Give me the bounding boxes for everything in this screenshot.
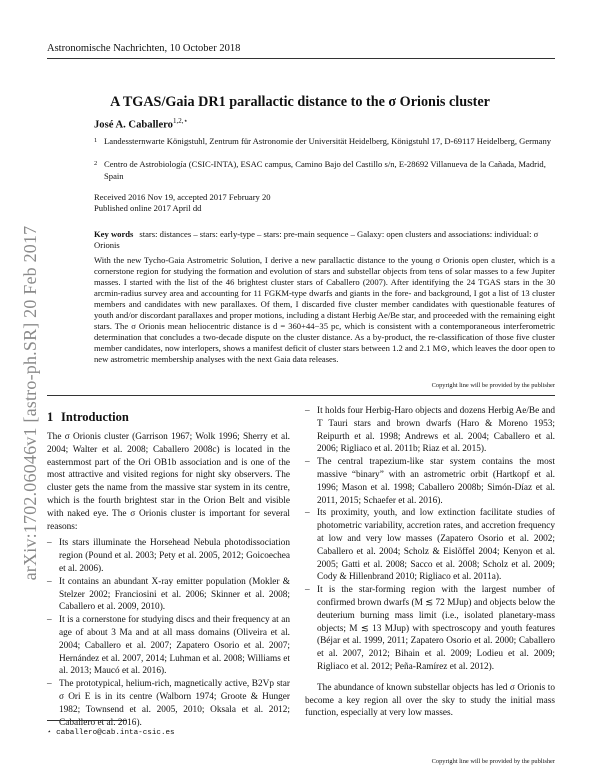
- list-item: – It contains an abundant X-ray emitter population (Mokler & Stelzer 2002; Franciosini et al. 2006; Skinner et al. 2008; Caballero et al. 2009, 2010).: [47, 576, 290, 614]
- right-list: [305, 405, 555, 674]
- arxiv-stamp: arXiv:1702.06046v1 [astro-ph.SR] 20 Feb 2017: [20, 225, 40, 581]
- right-paragraph: The abundance of known substellar objects has led σ Orionis to become a key region all over the sky to study the initial mass function, especially at very low masses.: [305, 682, 555, 719]
- published-line: Published online 2017 April dd: [94, 203, 202, 213]
- footnote-rule: [47, 720, 127, 721]
- keywords: Key words stars: distances – stars: early-type – stars: pre-main sequence – Galaxy: open clusters and associations: individual: σ Orionis: [94, 229, 539, 250]
- paper-title: A TGAS/Gaia DR1 parallactic distance to the σ Orionis cluster: [110, 94, 490, 110]
- list-item: – Its stars illuminate the Horsehead Nebula photodissociation region (Pound et al. 2003; Pety et al. 2005, 2012; Goicoechea et al. 2006).: [47, 537, 290, 575]
- list-item: – It is the star-forming region with the largest number of confirmed brown dwarfs (M ≲ 72 MJup) and objects below the deuterium burning mass limit (i.e., isolated planetary-mass objects; M ≲ 13 MJup) with spectroscopy and youth features (Béjar et al. 1999, 2011; Zapatero Osorio et al. 2000; Caballero et al. 2007, 2012; Bihain et al. 2009; Lodieu et al. 2009; Rigliaco et al. 2012; Peña-Ramírez et al. 2012).: [305, 584, 555, 674]
- list-item: – It is a cornerstone for studying discs and their frequency at an age of about 3 Ma and at all mass domains (Oliveira et al. 2004; Caballero et al. 2007; Zapatero Osorio et al. 2007; Hernández et al. 2007, 2014; Luhman et al. 2008; Williams et al. 2013; Maucó et al. 2016).: [47, 614, 290, 678]
- list-item: – It holds four Herbig-Haro objects and dozens Herbig Ae/Be and T Tauri stars and brown dwarfs (Haro & Moreno 1953; Reipurth et al. 1998; Andrews et al. 2004; Caballero et al. 2006; Rigliaco et al. 2011b; Riaz et al. 2015).: [305, 405, 555, 456]
- author: José A. Caballero$^{1,2,⋆}$: [94, 117, 188, 131]
- affiliation-1: 1 Landessternwarte Königstuhl, Zentrum für Astronomie der Universität Heidelberg, Königstuhl 17, D-69117 Heidelberg, Germany: [94, 136, 552, 146]
- dates: [94, 192, 271, 214]
- section-heading: 1 Introduction: [47, 410, 129, 424]
- copyright-line-bottom: Copyright line will be provided by the publisher: [431, 758, 555, 765]
- left-column: [47, 431, 290, 729]
- copyright-line-top: Copyright line will be provided by the publisher: [431, 382, 555, 389]
- right-column: [305, 405, 555, 720]
- list-item: – The prototypical, helium-rich, magnetically active, B2Vp star σ Ori E is in its centre (Walborn 1974; Groote & Hunger 1982; Townsend et al. 2005, 2010; Oksala et al. 2012; Caballero et al. 2016).: [47, 678, 290, 729]
- abstract: With the new Tycho-Gaia Astrometric Solution, I derive a new parallactic distance to the young σ Orionis open cluster, which is a cornerstone region for studying the formation and evolution of stars and substellar objects from tens of solar masses to a few Jupiter masses. I started with the list of the 46 brightest cluster stars of Caballero (2007). After identifying the 24 TGAS stars in the 30 arcmin-radius survey area and accounting for 11 FGKM-type dwarfs and giants in the fore- and background, I got a list of 13 cluster members and candidates with new parallaxes. Of them, I discarded five cluster member candidates with questionable features of youth and/or discordant parallaxes and proper motions, including a distant Herbig Ae/Be star, and proceeded with the remaining eight stars. The σ Orionis mean heliocentric distance is d = 360+44−35 pc, which is consistent with a contemporaneous interferometric determination that concludes a two-decade dispute on the cluster distance. As a by-product, the re-classification of those five cluster member candidates, now interlopers, shows a manifest deficit of cluster stars between 1.2 and 2.1 M⊙, which leaves the door open to new astrometric membership analyses with the next Gaia data releases.: [94, 255, 555, 364]
- abstract-rule: [47, 395, 555, 396]
- left-list: [47, 537, 290, 729]
- list-item: – The central trapezium-like star system contains the most massive “binary” with an astrometric orbit (Hartkopf et al. 1996; Mason et al. 1998; Caballero 2008b; Simón-Díaz et al. 2011, 2015; Schaefer et al. 2016).: [305, 456, 555, 507]
- running-head: Astronomische Nachrichten, 10 October 2018: [47, 43, 241, 54]
- intro-paragraph: The σ Orionis cluster (Garrison 1967; Wolk 1996; Sherry et al. 2004; Walter et al. 2008; Caballero 2008c) is located in the easternmost part of the Ori OB1b association and is one of the most attractive and visited regions for night sky observers. The cluster gets the name from the massive star system in its centre, which is the fourth brightest star in the Orion Belt and visible with naked eye. The σ Orionis cluster is important for several reasons:: [47, 432, 290, 532]
- affiliation-2: 2 Centro de Astrobiología (CSIC-INTA), ESAC campus, Camino Bajo del Castillo s/n, E-28692 Villanueva de la Cañada, Madrid, Spain: [94, 159, 546, 181]
- header-rule: [47, 58, 555, 59]
- received-line: Received 2016 Nov 19, accepted 2017 February 20: [94, 192, 271, 202]
- footnote: ⋆ caballero@cab.inta-csic.es: [47, 729, 175, 737]
- list-item: – Its proximity, youth, and low extinction facilitate studies of photometric variability, accretion rates, and accretion frequency at low and very low masses (Zapatero Osorio et al. 2002; Caballero et al. 2004; Scholz & Eislöffel 2004; Kenyon et al. 2005; Gatti et al. 2008; Sacco et al. 2008; Scholz et al. 2009; Cody & Hillenbrand 2010; Rigliaco et al. 2011a).: [305, 507, 555, 584]
